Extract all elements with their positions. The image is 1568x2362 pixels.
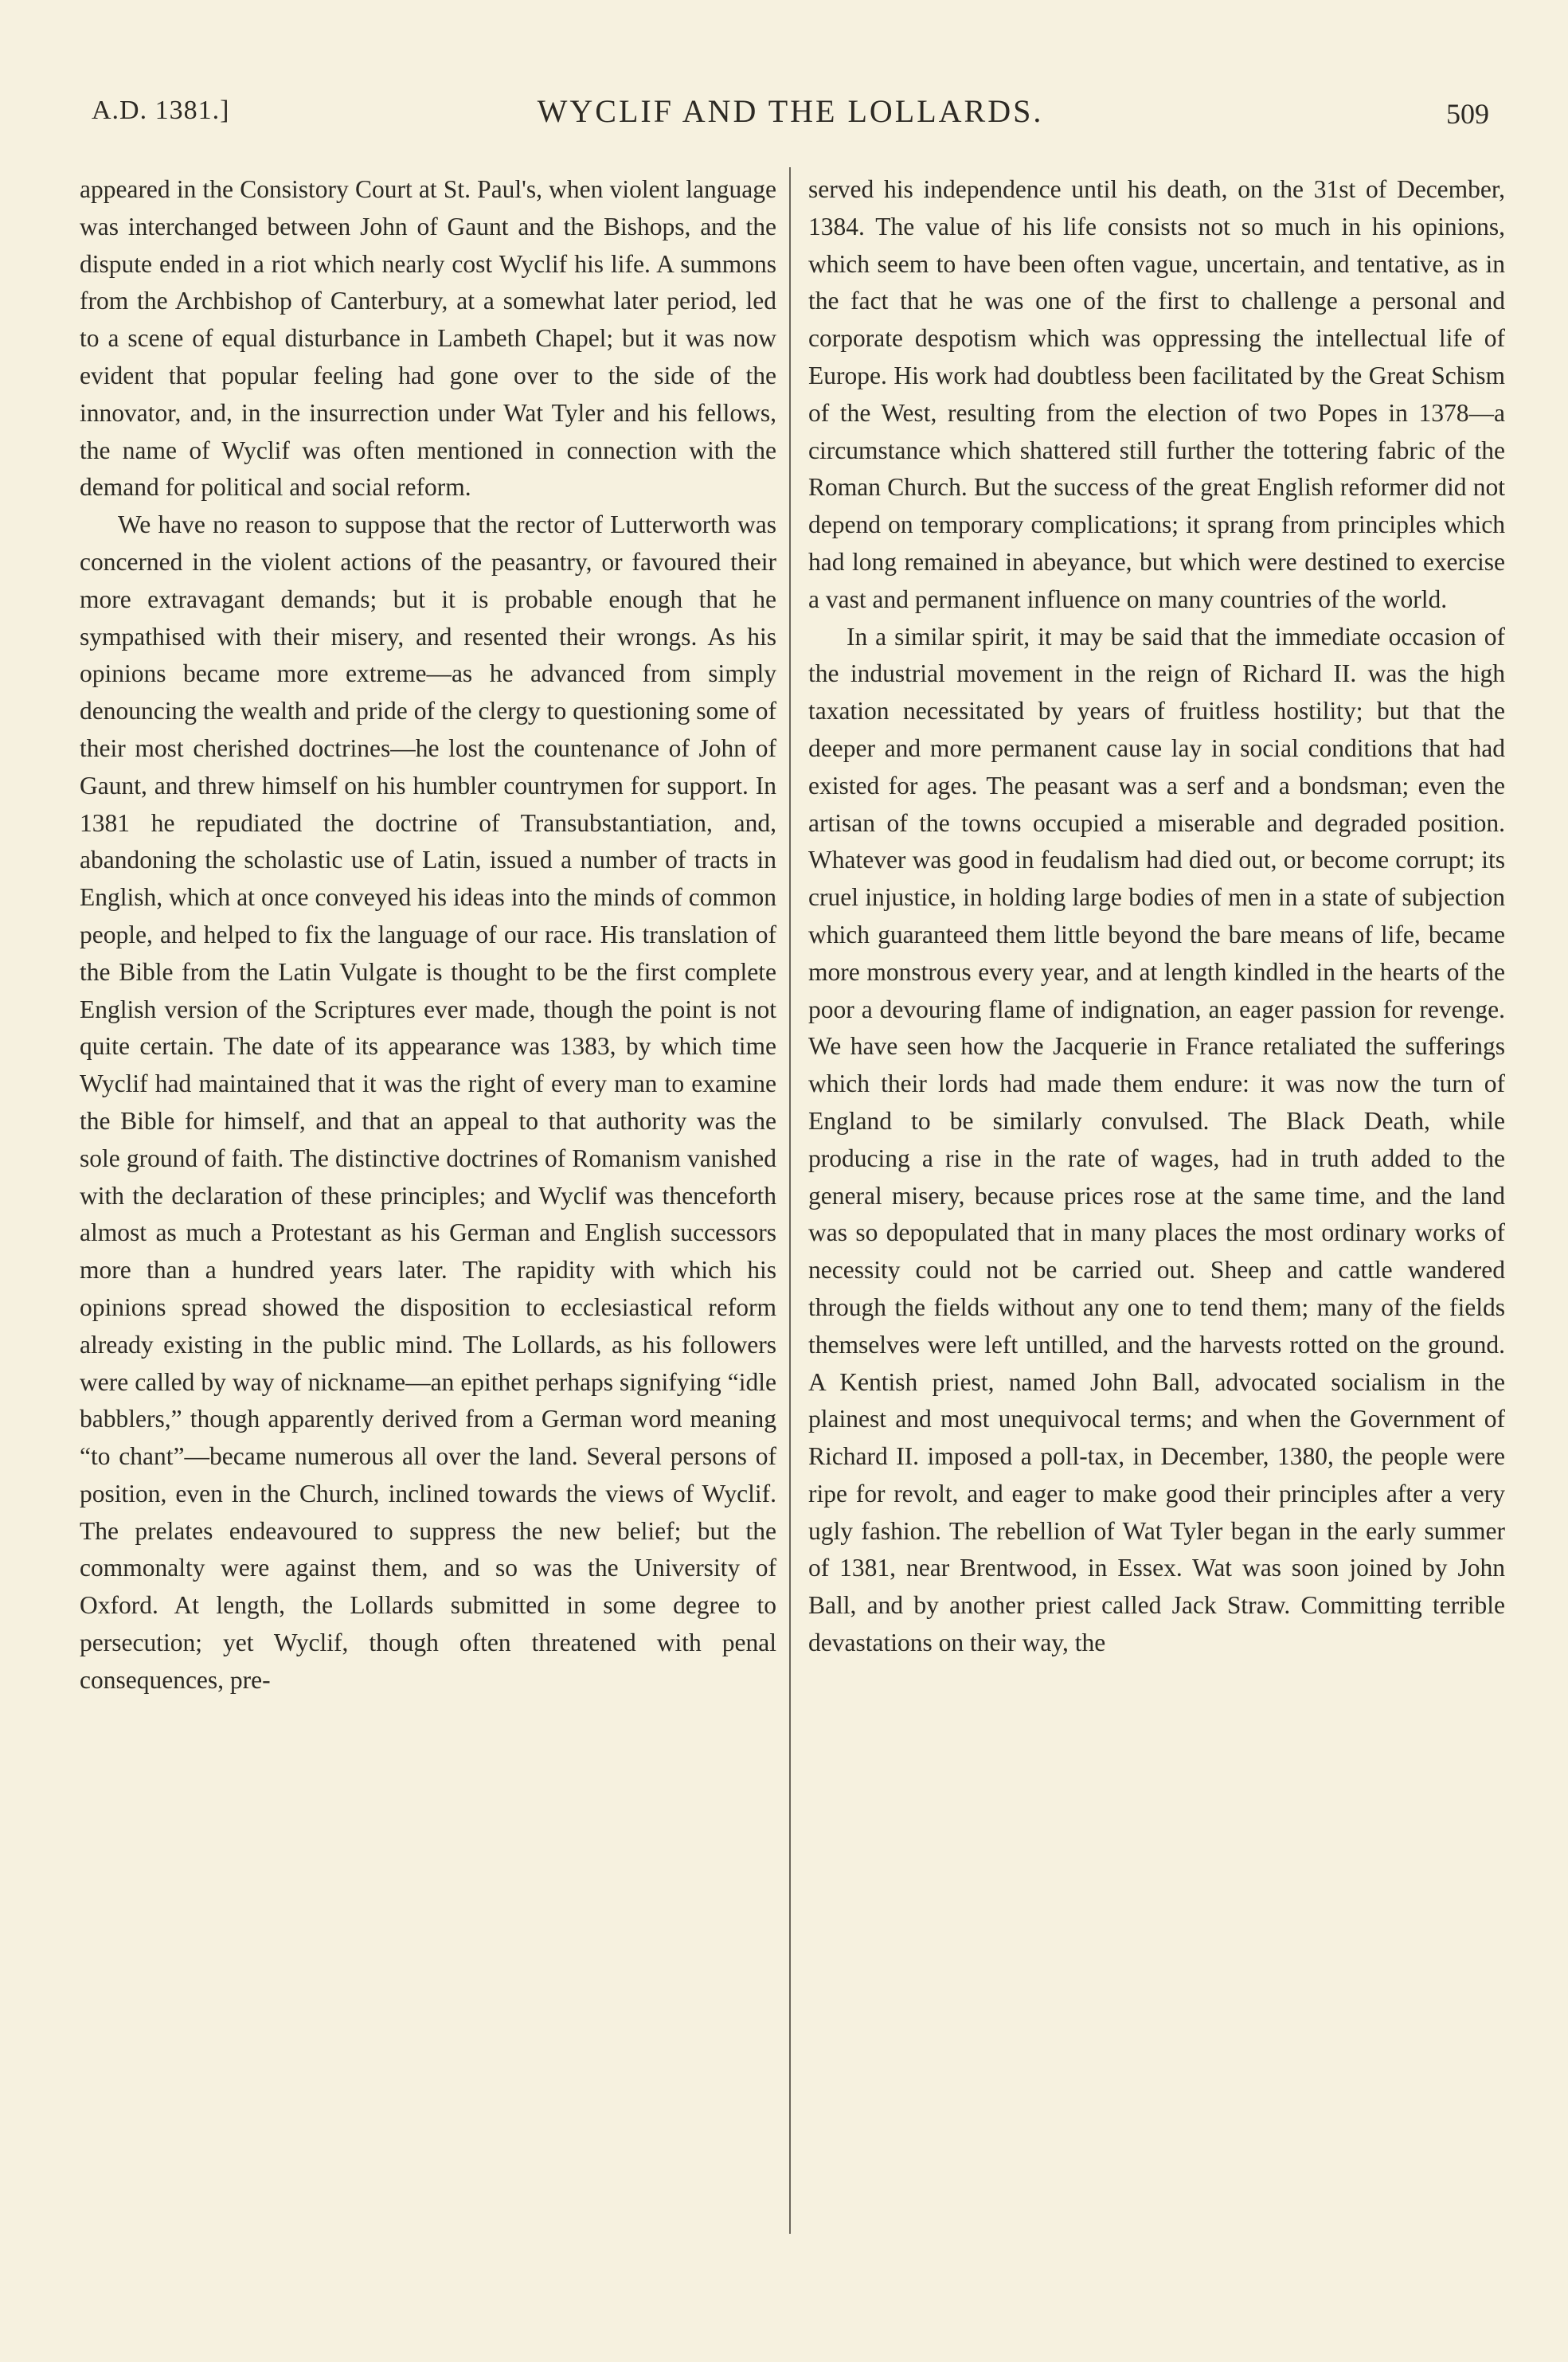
right-column bbox=[808, 171, 1505, 1662]
left-column bbox=[80, 171, 776, 1699]
column-divider bbox=[789, 167, 791, 2234]
paragraph-continued: appeared in the Consistory Court at St. Paul's, when violent language was interchanged between John of Gaunt and the Bishops, and the dispute ended in a riot which nearly cost Wyclif his life. A summons from the Archbishop of Canterbury, at a somewhat later period, led to a scene of equal disturbance in Lambeth Chapel; but it was now evident that popular feeling had gone over to the side of the innovator, and, in the insurrection under Wat Tyler and his fellows, the name of Wyclif was often mentioned in connection with the demand for political and social reform. bbox=[80, 175, 776, 502]
running-head bbox=[92, 89, 1489, 137]
header-title: WYCLIF AND THE LOLLARDS. bbox=[537, 93, 1044, 129]
paragraph-continued: served his independence until his death, on the 31st of December, 1384. The value of his life consists not so much in his opinions, which seem to have been often vague, uncertain, and tentative, as in the fact that he was one of the first to challenge a personal and corporate despotism which was oppressing the intellectual life of Europe. His work had doubtless been facilitated by the Great Schism of the West, resulting from the election of two Popes in 1378—a circumstance which shattered still further the tottering fabric of the Roman Church. But the success of the great English reformer did not depend on temporary complications; it sprang from principles which had long remained in abeyance, but which were destined to exercise a vast and permanent influence on many countries of the world. bbox=[808, 175, 1505, 613]
paragraph: In a similar spirit, it may be said that the immediate occasion of the industrial movement in the reign of Richard II. was the high taxation necessitated by years of fruitless hostility; but that the deeper and more permanent cause lay in social conditions that had existed for ages. The peasant was a serf and a bondsman; even the artisan of the towns occupied a miserable and degraded position. Whatever was good in feudalism had died out, or become corrupt; its cruel injustice, in holding large bodies of men in a state of subjection which guaranteed them little beyond the bare means of life, became more monstrous every year, and at length kindled in the hearts of the poor a devouring flame of indignation, an eager passion for revenge. We have seen how the Jacquerie in France retaliated the sufferings which their lords had made them endure: it was now the turn of England to be similarly convulsed. The Black Death, while producing a rise in the rate of wages, had in truth added to the general misery, because prices rose at the same time, and the land was so depopulated that in many places the most ordinary works of necessity could not be carried out. Sheep and cattle wandered through the fields without any one to tend them; many of the fields themselves were left untilled, and the harvests rotted on the ground. A Kentish priest, named John Ball, advocated socialism in the plainest and most unequivocal terms; and when the Government of Richard II. imposed a poll-tax, in December, 1380, the people were ripe for revolt, and eager to make good their principles after a very ugly fashion. The rebellion of Wat Tyler began in the early summer of 1381, near Brentwood, in Essex. Wat was soon joined by John Ball, and by another priest called Jack Straw. Committing terrible devastations on their way, the bbox=[808, 622, 1505, 1657]
page-number: 509 bbox=[1446, 98, 1489, 130]
paragraph: We have no reason to suppose that the rector of Lutterworth was concerned in the violent actions of the peasantry, or favoured their more extravagant demands; but it is probable enough that he sympathised with their misery, and resented their wrongs. As his opinions became more extreme—as he advanced from simply denouncing the wealth and pride of the clergy to questioning some of their most cherished doctrines—he lost the countenance of John of Gaunt, and threw himself on his humbler countrymen for support. In 1381 he repudiated the doctrine of Transubstantiation, and, abandoning the scholastic use of Latin, issued a number of tracts in English, which at once conveyed his ideas into the minds of common people, and helped to fix the language of our race. His translation of the Bible from the Latin Vulgate is thought to be the first complete English version of the Scriptures ever made, though the point is not quite certain. The date of its appearance was 1383, by which time Wyclif had maintained that it was the right of every man to examine the Bible for himself, and that an appeal to that authority was the sole ground of faith. The distinctive doctrines of Romanism vanished with the declaration of these principles; and Wyclif was thenceforth almost as much a Protestant as his German and English successors more than a hundred years later. The rapidity with which his opinions spread showed the disposition to ecclesiastical reform already existing in the public mind. The Lollards, as his followers were called by way of nickname—an epithet perhaps signifying “idle babblers,” though apparently derived from a German word meaning “to chant”—became numerous all over the land. Several persons of position, even in the Church, inclined towards the views of Wyclif. The prelates endeavoured to suppress the new belief; but the commonalty were against them, and so was the University of Oxford. At length, the Lollards submitted in some degree to persecution; yet Wyclif, though often threatened with penal consequences, pre- bbox=[80, 510, 776, 1694]
header-date: A.D. 1381.] bbox=[92, 96, 230, 125]
